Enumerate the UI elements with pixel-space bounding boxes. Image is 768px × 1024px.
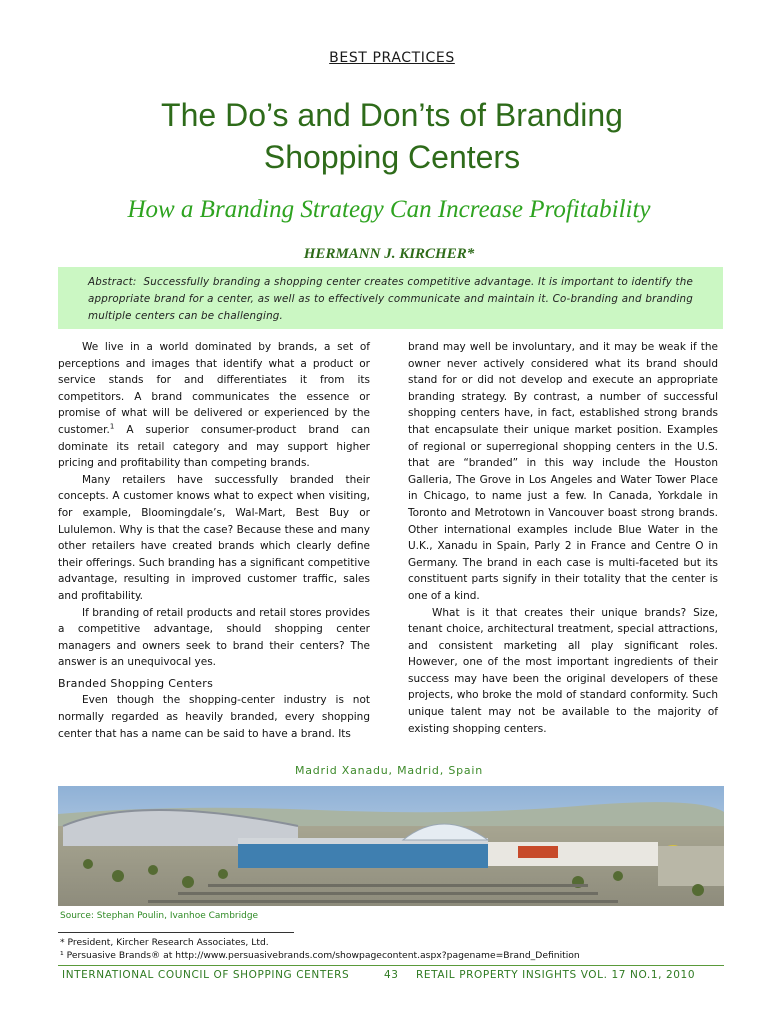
paragraph-4: Even though the shopping-center industry is not normally regarded as heavily branded, every shopping center that has a name can be said to have a brand. Its (58, 694, 370, 740)
footnote-ref-1: 1 (109, 422, 115, 431)
paragraph-6: What is it that creates their unique brands? Size, tenant choice, architectural treatment, special attractions, and consistent marketing all play significant roles. However, one of the most important ingredients of their success may have been the original developers of these projects, who broke the mold of standard conformity. Such unique talent may not be available to the majority of existing shopping centers. (408, 606, 718, 735)
footer-journal: RETAIL PROPERTY INSIGHTS VOL. 17 NO.1, 2010 (416, 969, 696, 981)
paragraph-2: Many retailers have successfully branded their concepts. A customer knows what to expect when visiting, for example, Bloomingdale’s, Wal-Mart, Best Buy or Lululemon. Why is that the case? Because these and many other retailers have created brands which clearly define their offerings. Such branding has a significant competitive advantage, resulting in improved customer traffic, sales and profitability. (58, 473, 370, 602)
body-column-right (408, 339, 718, 737)
body-column-left (58, 339, 370, 742)
article-subtitle: How a Branding Strategy Can Increase Profitability (127, 196, 651, 223)
footnote-divider (58, 932, 294, 933)
paragraph-3: If branding of retail products and retail stores provides a competitive advantage, should shopping center managers and owners seek to brand their centers? The answer is an unequivocal yes. (58, 606, 370, 669)
article-title (0, 94, 768, 178)
title-line-1: The Do’s and Don’ts of Branding (161, 97, 623, 133)
footnote-2: ¹ Persuasive Brands® at http://www.persuasivebrands.com/showpagecontent.aspx?pagename=Brand_Definition (60, 950, 580, 961)
paragraph-1-text: We live in a world dominated by brands, a set of perceptions and images that identify what a product or service stands for and differentiates it from its competitors. A brand communicates the essence or promise of what will be delivered or experienced by the customer. (58, 341, 370, 436)
abstract-text: Successfully branding a shopping center creates competitive advantage. It is important to identify the appropriate brand for a center, as well as to effectively communicate and maintain it. Co-branding and branding multiple centers can be challenging. (88, 276, 693, 322)
section-heading: Branded Shopping Centers (58, 676, 214, 690)
abstract-box (58, 267, 723, 329)
abstract-label: Abstract: (88, 276, 137, 288)
footer-divider (58, 965, 724, 966)
author-name: HERMANN J. KIRCHER* (303, 246, 475, 262)
mall-photo (58, 786, 724, 906)
title-line-2: Shopping Centers (263, 139, 521, 175)
footnote-1: * President, Kircher Research Associates, Ltd. (60, 937, 269, 948)
figure-caption: Madrid Xanadu, Madrid, Spain (294, 764, 484, 777)
paragraph-5: brand may well be involuntary, and it may be weak if the owner never actively considered what its brand should stand for or did not develop and execute an appropriate branding strategy. By contrast, a number of successful shopping centers have, in fact, established strong brands that encapsulate their unique market position. Examples of regional or superregional shopping centers in the U.S. that are “branded” in this way include the Houston Galleria, The Grove in Los Angeles and Water Tower Place in Chicago, to name just a few. In Canada, Yorkdale in Toronto and Metrotown in Vancouver boast strong brands. Other international examples include Blue Water in the U.K., Xanadu in Spain, Parly 2 in France and Centre O in Germany. The brand in each case is multi-faceted but its constituent parts signify in their totality that the center is one of a kind. (408, 341, 718, 602)
photo-source: Source: Stephan Poulin, Ivanhoe Cambridge (60, 911, 259, 921)
section-label: BEST PRACTICES (329, 50, 455, 66)
footer-organization: INTERNATIONAL COUNCIL OF SHOPPING CENTERS (62, 969, 350, 981)
paragraph-1 (58, 339, 370, 472)
paragraph-1-text-cont: A superior consumer-product brand can dominate its retail category and may support higher pricing and profitability than competing brands. (58, 423, 370, 470)
page-number: 43 (384, 969, 399, 981)
